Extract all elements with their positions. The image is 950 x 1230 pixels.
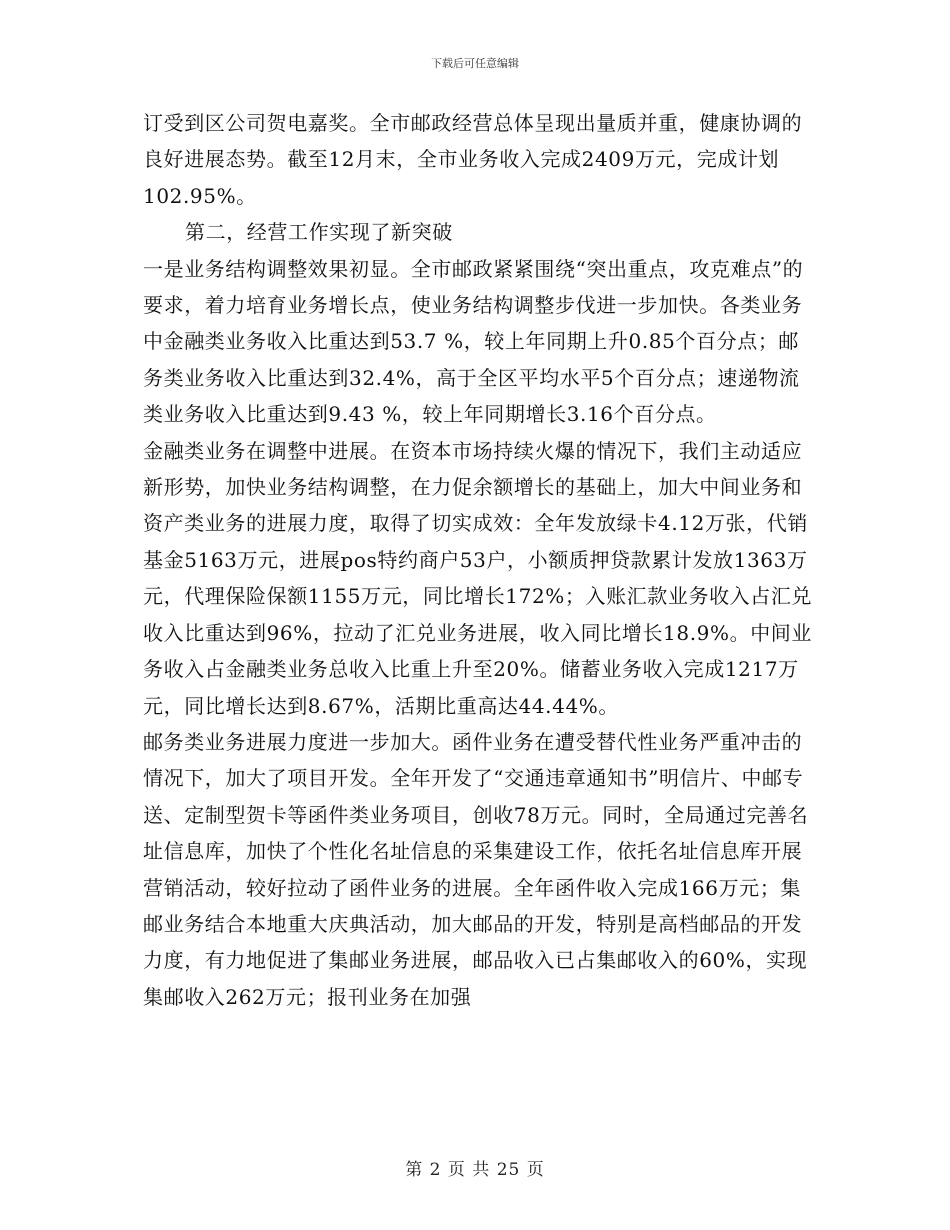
- paragraph-postal-business: 邮务类业务进展力度进一步加大。函件业务在遭受替代性业务严重冲击的情况下，加大了项目开发。全年开发了“交通违章通知书”明信片、中邮专送、定制型贺卡等函件类业务项目，创收78万元。同时，全局通过完善名址信息库，加快了个性化名址信息的采集建设工作，依托名址信息库开展营销活动，较好拉动了函件业务的进展。全年函件收入完成166万元；集邮业务结合本地重大庆典活动，加大邮品的开发，特别是高档邮品的开发力度，有力地促进了集邮业务进展，邮品收入已占集邮收入的60%，实现集邮收入262万元；报刊业务在加强: [143, 729, 809, 1009]
- paragraph-structure-adjustment: 一是业务结构调整效果初显。全市邮政紧紧围绕“突出重点，攻克难点”的要求，着力培育业务增长点，使业务结构调整步伐进一步加快。各类业务中金融类业务收入比重达到53.7 %，较上年同期上升0.85个百分点；邮务类业务收入比重达到32.4%，高于全区平均水平5个百分点；速递物流类业务收入比重达到9.43 %，较上年同期增长3.16个百分点。: [143, 256, 804, 427]
- paragraph-summary: 订受到区公司贺电嘉奖。全市邮政经营总体呈现出量质并重，健康协调的良好进展态势。截至12月末，全市业务收入完成2409万元，完成计划102.95%。: [143, 111, 803, 208]
- document-body: [143, 105, 815, 1015]
- page-footer: 第 2 页 共 25 页: [405, 1160, 545, 1180]
- section-heading: 第二，经营工作实现了新突破: [185, 220, 453, 245]
- paragraph-finance-business: 金融类业务在调整中进展。在资本市场持续火爆的情况下，我们主动适应新形势，加快业务结构调整，在力促余额增长的基础上，加大中间业务和资产类业务的进展力度，取得了切实成效：全年发放绿卡4.12万张，代销基金5163万元，进展pos特约商户53户，小额质押贷款累计发放1363万元，代理保险保额1155万元，同比增长172%；入账汇款业务收入占汇兑收入比重达到96%，拉动了汇兑业务进展，收入同比增长18.9%。中间业务收入占金融类业务总收入比重上升至20%。储蓄业务收入完成1217万元，同比增长达到8.67%，活期比重高达44.44%。: [143, 438, 813, 718]
- page-header: 下载后可任意编辑: [431, 57, 519, 70]
